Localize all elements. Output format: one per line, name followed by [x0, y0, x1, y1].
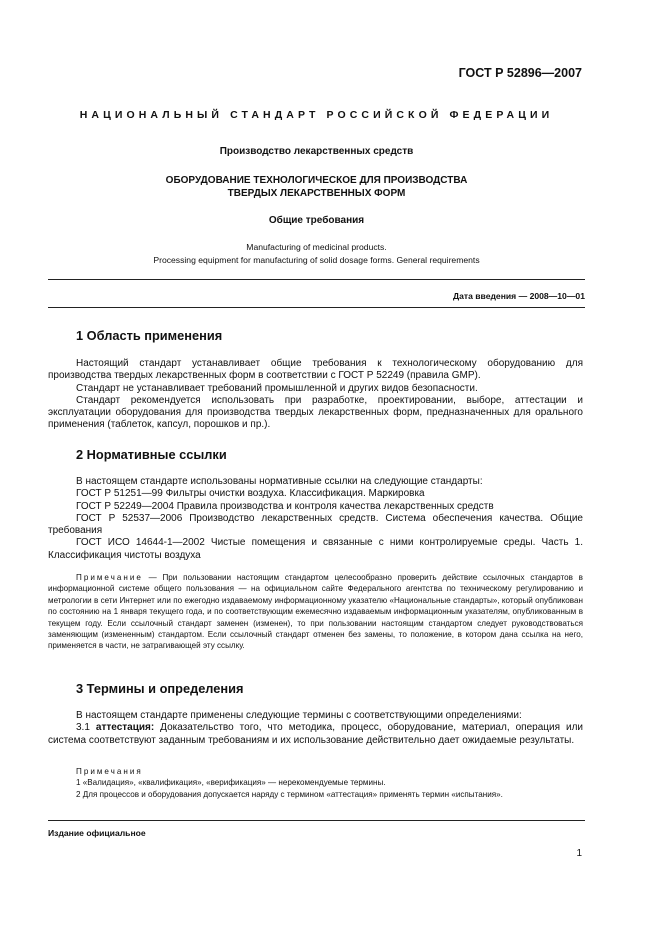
- footer-divider: [48, 820, 585, 821]
- section-3-body: [48, 710, 583, 747]
- term-definition: Доказательство того, что методика, процесс, оборудование, материал, операция или система соответствуют заданным требованиям и их использование действительно дает ожидаемые результаты.: [48, 722, 583, 746]
- official-edition-label: Издание официальное: [48, 828, 146, 838]
- reference-item: ГОСТ Р 52537—2006 Производство лекарственных средств. Система обеспечения качества. Общие требования: [48, 512, 583, 537]
- reference-intro: В настоящем стандарте использованы нормативные ссылки на следующие стандарты:: [76, 476, 483, 487]
- english-title-line-2: Processing equipment for manufacturing of solid dosage forms. General requirements: [153, 255, 480, 265]
- section-1-body: [48, 358, 583, 432]
- section-2-body: [48, 476, 583, 562]
- english-title-line-1: Manufacturing of medicinal products.: [246, 242, 387, 252]
- term-number: 3.1: [76, 722, 96, 734]
- notes-label: Примечания: [76, 767, 143, 776]
- note-item: 1 «Валидация», «квалификация», «верификация» — нерекомендуемые термины.: [76, 778, 386, 788]
- note-text: — При пользовании настоящим стандартом целесообразно проверить действие ссылочных стандартов в информационной системе общего пользования — на официальном сайте Федерального агентства по техническому регулированию и метрологии в сети Интернет или по ежегодно издаваемому информационному указателю «Национальные стандарты», который опубликован по состоянию на 1 января текущего года, и по соответствующим ежемесячно издаваемым информационным указателям, опубликованным в текущем году. Если ссылочный стандарт заменен (изменен), то при пользовании настоящим стандартом следует руководствоваться заменяющим (измененным) стандартом. Если ссылочный стандарт отменен без замены, то положение, в котором дана ссылка на него, применяется в части, не затрагивающей эту ссылку.: [48, 573, 583, 651]
- section-2-heading: 2 Нормативные ссылки: [76, 447, 227, 462]
- note-item: 2 Для процессов и оборудования допускается наряду с термином «аттестация» применять термин «испытания».: [76, 789, 503, 799]
- section-1-paragraph-2: Стандарт не устанавливает требований промышленной и других видов безопасности.: [76, 382, 478, 394]
- reference-item: ГОСТ ИСО 14644-1—2002 Чистые помещения и связанные с ними контролируемые среды. Часть 1. Классификация чистоты воздуха: [48, 537, 583, 561]
- page-number: 1: [576, 848, 582, 859]
- main-title-line-2: ТВЕРДЫХ ЛЕКАРСТВЕННЫХ ФОРМ: [227, 188, 406, 199]
- section-3-paragraph-1: В настоящем стандарте применены следующие термины с соответствующими определениями:: [76, 710, 522, 721]
- term-definition-paragraph: [48, 722, 583, 747]
- subtitle: Общие требования: [268, 215, 365, 226]
- divider-top: [48, 279, 585, 280]
- category-heading: Производство лекарственных средств: [219, 146, 414, 157]
- main-title-line-1: ОБОРУДОВАНИЕ ТЕХНОЛОГИЧЕСКОЕ ДЛЯ ПРОИЗВОДСТВА: [165, 175, 468, 186]
- section-1-paragraph-3: Стандарт рекомендуется использовать при разработке, проектировании, выборе, аттестации и эксплуатации оборудования для производства твердых лекарственных форм, предназначенных для орального применения (таблеток, капсул, порошков и пр.).: [48, 394, 583, 431]
- section-1-heading: 1 Область применения: [76, 328, 223, 343]
- section-3-heading: 3 Термины и определения: [76, 681, 244, 696]
- reference-item: ГОСТ Р 51251—99 Фильтры очистки воздуха. Классификация. Маркировка: [76, 488, 425, 500]
- reference-item: ГОСТ Р 52249—2004 Правила производства и контроля качества лекарственных средств: [76, 500, 494, 512]
- national-standard-title: НАЦИОНАЛЬНЫЙ СТАНДАРТ РОССИЙСКОЙ ФЕДЕРАЦИИ: [79, 109, 554, 121]
- term-name: аттестация:: [95, 722, 155, 734]
- introduction-date: Дата введения — 2008—10—01: [452, 291, 585, 301]
- divider-bottom: [48, 307, 585, 308]
- section-2-note: [48, 572, 583, 652]
- section-1-paragraph-1: Настоящий стандарт устанавливает общие требования к технологическому оборудованию для производства твердых лекарственных форм в соответствии с ГОСТ Р 52249 (правила GMP).: [48, 358, 583, 382]
- standard-code: ГОСТ Р 52896—2007: [458, 66, 582, 80]
- section-3-notes: [48, 766, 583, 800]
- note-label: Примечание: [76, 573, 143, 582]
